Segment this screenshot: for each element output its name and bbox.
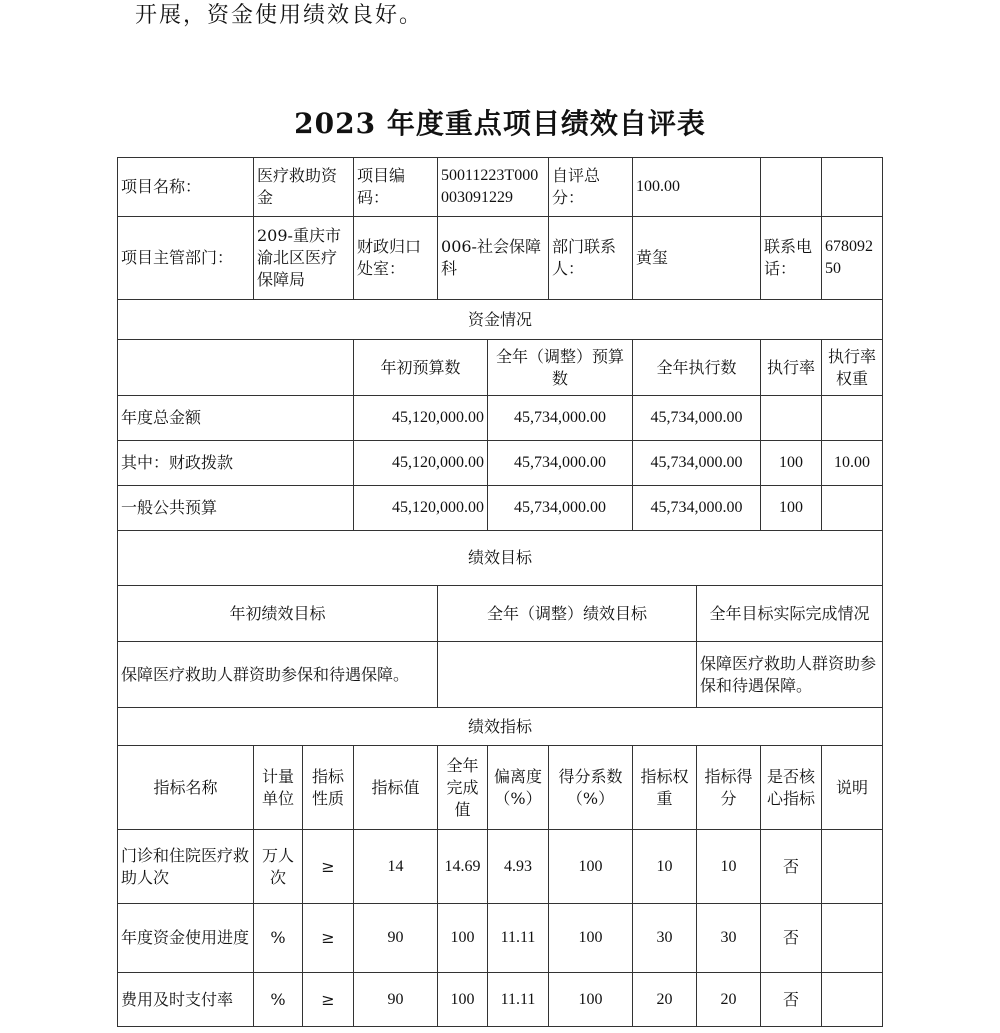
indicator-weight: 30 [633,904,697,973]
goals-section-title: 绩效目标 [118,531,883,586]
indicator-note [822,830,883,904]
funds-row-initial: 45,120,000.00 [354,486,488,531]
info-row-2 [118,217,883,300]
goals-initial-value: 保障医疗救助人群资助参保和待遇保障。 [118,642,438,708]
project-code-value: 50011223T000003091229 [438,158,549,217]
funds-header-weight: 执行率权重 [822,340,883,396]
indicator-row [118,830,883,904]
indicator-nature: ≥ [303,973,354,1027]
funds-header-rate: 执行率 [761,340,822,396]
funds-row-weight [822,486,883,531]
indicator-name: 门诊和住院医疗救助人次 [118,830,254,904]
indicator-target: 14 [354,830,438,904]
funds-row-weight [822,396,883,441]
indicators-header-nature: 指标性质 [303,746,354,830]
goals-header-row [118,586,883,642]
indicator-completed: 100 [438,973,488,1027]
indicator-score: 20 [697,973,761,1027]
indicator-core: 否 [761,830,822,904]
indicator-core: 否 [761,973,822,1027]
dept-label: 项目主管部门： [118,217,254,300]
phone-value: 67809250 [822,217,883,300]
indicators-header-coefficient: 得分系数（%） [549,746,633,830]
funds-row-label: 一般公共预算 [118,486,354,531]
indicator-name: 费用及时支付率 [118,973,254,1027]
indicator-score: 10 [697,830,761,904]
funds-row-initial: 45,120,000.00 [354,441,488,486]
indicators-header-completed: 全年完成值 [438,746,488,830]
indicator-completed: 14.69 [438,830,488,904]
project-name-label: 项目名称： [118,158,254,217]
empty-cell [761,158,822,217]
funds-row-rate: 100 [761,441,822,486]
indicators-section-row [118,708,883,746]
goals-section-row [118,531,883,586]
goals-header-initial: 年初绩效目标 [118,586,438,642]
indicators-header-core: 是否核心指标 [761,746,822,830]
indicators-header-score: 指标得分 [697,746,761,830]
indicator-score: 30 [697,904,761,973]
funds-header-blank [118,340,354,396]
funds-row-executed: 45,734,000.00 [633,441,761,486]
funds-header-adjusted: 全年（调整）预算数 [488,340,633,396]
evaluation-table [117,157,883,1027]
self-score-value: 100.00 [633,158,761,217]
contact-label: 部门联系人： [549,217,633,300]
goals-adjusted-value [438,642,697,708]
funds-row-executed: 45,734,000.00 [633,396,761,441]
indicators-header-deviation: 偏离度（%） [488,746,549,830]
funds-section-row [118,300,883,340]
indicator-deviation: 11.11 [488,973,549,1027]
goals-header-actual: 全年目标实际完成情况 [697,586,883,642]
funds-header-row [118,340,883,396]
funds-header-initial: 年初预算数 [354,340,488,396]
indicator-nature: ≥ [303,904,354,973]
funds-row [118,441,883,486]
finance-label: 财政归口处室： [354,217,438,300]
funds-header-executed: 全年执行数 [633,340,761,396]
funds-row-adjusted: 45,734,000.00 [488,441,633,486]
indicators-header-row [118,746,883,830]
dept-value: 209-重庆市渝北区医疗保障局 [254,217,354,300]
indicator-coefficient: 100 [549,830,633,904]
funds-row-adjusted: 45,734,000.00 [488,486,633,531]
indicator-core: 否 [761,904,822,973]
indicators-header-name: 指标名称 [118,746,254,830]
indicator-coefficient: 100 [549,973,633,1027]
indicator-deviation: 4.93 [488,830,549,904]
indicators-header-target: 指标值 [354,746,438,830]
funds-row-weight: 10.00 [822,441,883,486]
indicator-name: 年度资金使用进度 [118,904,254,973]
funds-row [118,396,883,441]
goals-header-adjusted: 全年（调整）绩效目标 [438,586,697,642]
indicator-note [822,904,883,973]
indicators-section-title: 绩效指标 [118,708,883,746]
project-name-value: 医疗救助资金 [254,158,354,217]
goals-value-row [118,642,883,708]
goals-actual-value: 保障医疗救助人群资助参保和待遇保障。 [697,642,883,708]
page-title: 2023 年度重点项目绩效自评表 [294,107,706,140]
funds-row [118,486,883,531]
funds-row-adjusted: 45,734,000.00 [488,396,633,441]
indicators-header-unit: 计量单位 [254,746,303,830]
indicator-deviation: 11.11 [488,904,549,973]
funds-row-initial: 45,120,000.00 [354,396,488,441]
funds-row-label: 年度总金额 [118,396,354,441]
funds-row-rate [761,396,822,441]
funds-section-title: 资金情况 [118,300,883,340]
indicator-nature: ≥ [303,830,354,904]
indicator-note [822,973,883,1027]
indicator-target: 90 [354,904,438,973]
info-row-1 [118,158,883,217]
indicator-completed: 100 [438,904,488,973]
indicator-row [118,973,883,1027]
finance-value: 006-社会保障科 [438,217,549,300]
funds-row-rate: 100 [761,486,822,531]
funds-row-executed: 45,734,000.00 [633,486,761,531]
intro-text: 开展，资金使用绩效良好。 [135,3,424,28]
contact-value: 黄玺 [633,217,761,300]
indicator-unit: % [254,904,303,973]
indicator-unit: 万人次 [254,830,303,904]
indicators-header-note: 说明 [822,746,883,830]
indicator-row [118,904,883,973]
indicator-coefficient: 100 [549,904,633,973]
self-score-label: 自评总分： [549,158,633,217]
indicator-weight: 20 [633,973,697,1027]
funds-row-label: 其中：财政拨款 [118,441,354,486]
phone-label: 联系电话： [761,217,822,300]
indicator-unit: % [254,973,303,1027]
empty-cell [822,158,883,217]
indicators-header-weight: 指标权重 [633,746,697,830]
indicator-weight: 10 [633,830,697,904]
indicator-target: 90 [354,973,438,1027]
project-code-label: 项目编码： [354,158,438,217]
